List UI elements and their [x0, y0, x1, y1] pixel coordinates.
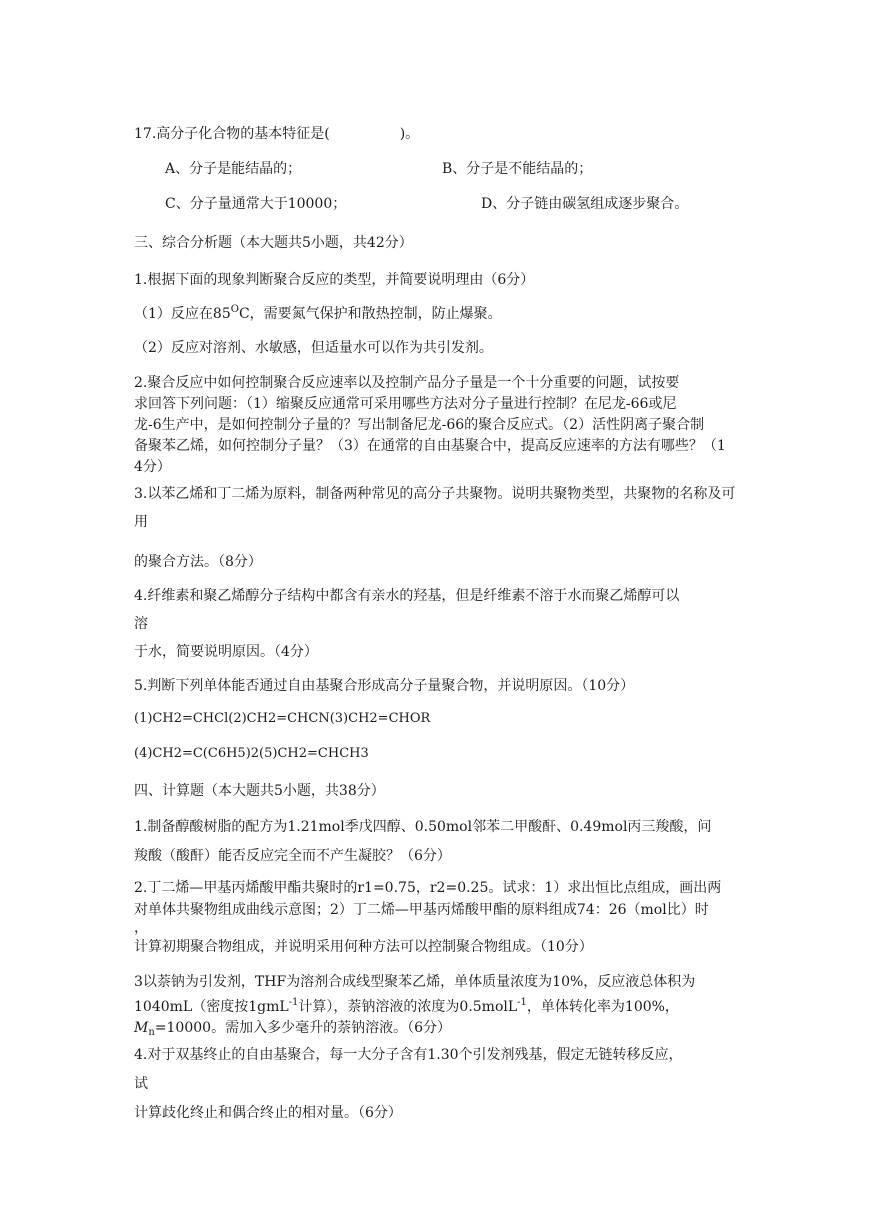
q17-option-d: D、分子链由碳氢组成逐步聚合。: [481, 196, 689, 212]
s4-q3-line2-b: 计算），萘钠溶液的浓度为0.5molL: [298, 999, 518, 1015]
s4-q2-line4: 计算初期聚合物组成，并说明采用何种方法可以控制聚合物组成。（10分）: [134, 939, 593, 955]
s4-q3-mn-subscript: n: [148, 1027, 155, 1038]
s4-q2-line1: 2.丁二烯—甲基丙烯酸甲酯共聚时的r1=0.75，r2=0.25。试求：1）求出恒比点组成，画出两: [134, 880, 722, 896]
section4-heading: 四、计算题（本大题共5小题，共38分）: [134, 783, 385, 799]
s3-q1-item1-degree: O: [230, 304, 239, 315]
s3-q5-monomers-1: (1)CH2=CHCl(2)CH2=CHCN(3)CH2=CHOR: [134, 711, 431, 726]
s4-q3-line2-a: 1040mL（密度按1gmL: [134, 999, 289, 1015]
s4-q3-line3-rest: =10000。需加入多少毫升的萘钠溶液。（6分）: [154, 1020, 451, 1036]
s4-q3-line2: [134, 998, 679, 1016]
s4-q4-line3: 计算歧化终止和偶合终止的相对量。（6分）: [134, 1105, 402, 1121]
section3-heading: 三、综合分析题（本大题共5小题，共42分）: [134, 235, 413, 251]
s3-q1-item1-post: C，需要氮气保护和散热控制，防止爆聚。: [238, 306, 502, 322]
s4-q3-line1: 3以萘钠为引发剂，THF为溶剂合成线型聚苯乙烯，单体质量浓度为10%，反应液总体积为: [134, 974, 696, 990]
s3-q4-line1: 4.纤维素和聚乙烯醇分子结构中都含有亲水的羟基，但是纤维素不溶于水而聚乙烯醇可以: [134, 588, 680, 604]
s3-q2-line5: 4分）: [134, 459, 171, 475]
s4-q4-line2: 试: [134, 1076, 148, 1092]
s4-q3-line2-exp1: -1: [288, 997, 299, 1008]
q17-option-a: A、分子是能结晶的；: [165, 161, 302, 177]
s4-q1-line1: 1.制备醇酸树脂的配方为1.21mol季戊四醇、0.50mol邻苯二甲酸酐、0.49mol丙三羧酸，问: [134, 819, 712, 835]
s3-q4-line3: 于水，简要说明原因。（4分）: [134, 644, 318, 660]
s4-q3-line3: [134, 1019, 451, 1037]
s3-q2-line1: 2.聚合反应中如何控制聚合反应速率以及控制产品分子量是一个十分重要的问题，试按要: [134, 375, 680, 391]
s4-q2-line3: ，: [134, 920, 148, 936]
s3-q2-line2: 求回答下列问题：（1）缩聚反应通常可采用哪些方法对分子量进行控制？在尼龙-66或尼: [134, 396, 677, 412]
s4-q1-line2: 羧酸（酸酐）能否反应完全而不产生凝胶？（6分）: [134, 848, 451, 864]
s4-q3-mn-symbol: M: [134, 1020, 149, 1036]
s4-q3-line2-exp2: -1: [517, 997, 527, 1008]
s4-q2-line2: 对单体共聚物组成曲线示意图；2）丁二烯—甲基丙烯酸甲酯的原料组成74：26（mol比）时: [134, 902, 709, 918]
s3-q1-item1: [134, 305, 502, 323]
s3-q3-line3: 的聚合方法。（8分）: [134, 554, 262, 570]
s4-q4-line1: 4.对于双基终止的自由基聚合，每一大分子含有1.30个引发剂残基，假定无链转移反应，: [134, 1047, 683, 1063]
s3-q2-line3: 龙-6生产中，是如何控制分子量的？写出制备尼龙-66的聚合反应式。（2）活性阴离子聚合制: [134, 417, 705, 433]
s3-q5-stem: 5.判断下列单体能否通过自由基聚合形成高分子量聚合物，并说明原因。（10分）: [134, 678, 635, 694]
s3-q3-line2: 用: [134, 514, 148, 530]
s3-q1-item1-pre: （1）反应在85: [134, 306, 231, 322]
s3-q1-item2: （2）反应对溶剂、水敏感，但适量水可以作为共引发剂。: [134, 340, 493, 356]
s3-q3-line1: 3.以苯乙烯和丁二烯为原料，制备两种常见的高分子共聚物。说明共聚物类型，共聚物的名称及可: [134, 486, 736, 502]
s3-q1-stem: 1.根据下面的现象判断聚合反应的类型，并简要说明理由（6分）: [134, 272, 535, 288]
s3-q5-monomers-2: (4)CH2=C(C6H5)2(5)CH2=CHCH3: [134, 746, 369, 761]
q17-option-b: B、分子是不能结晶的；: [442, 161, 593, 177]
q17-stem: 17.高分子化合物的基本特征是( )。: [134, 126, 420, 142]
s4-q3-line2-c: ，单体转化率为100%，: [526, 999, 679, 1015]
s3-q2-line4: 备聚苯乙烯，如何控制分子量？（3）在通常的自由基聚合中，提高反应速率的方法有哪些？（1: [134, 438, 726, 454]
s3-q4-line2: 溶: [134, 616, 148, 632]
q17-option-c: C、分子量通常大于10000；: [165, 196, 347, 212]
